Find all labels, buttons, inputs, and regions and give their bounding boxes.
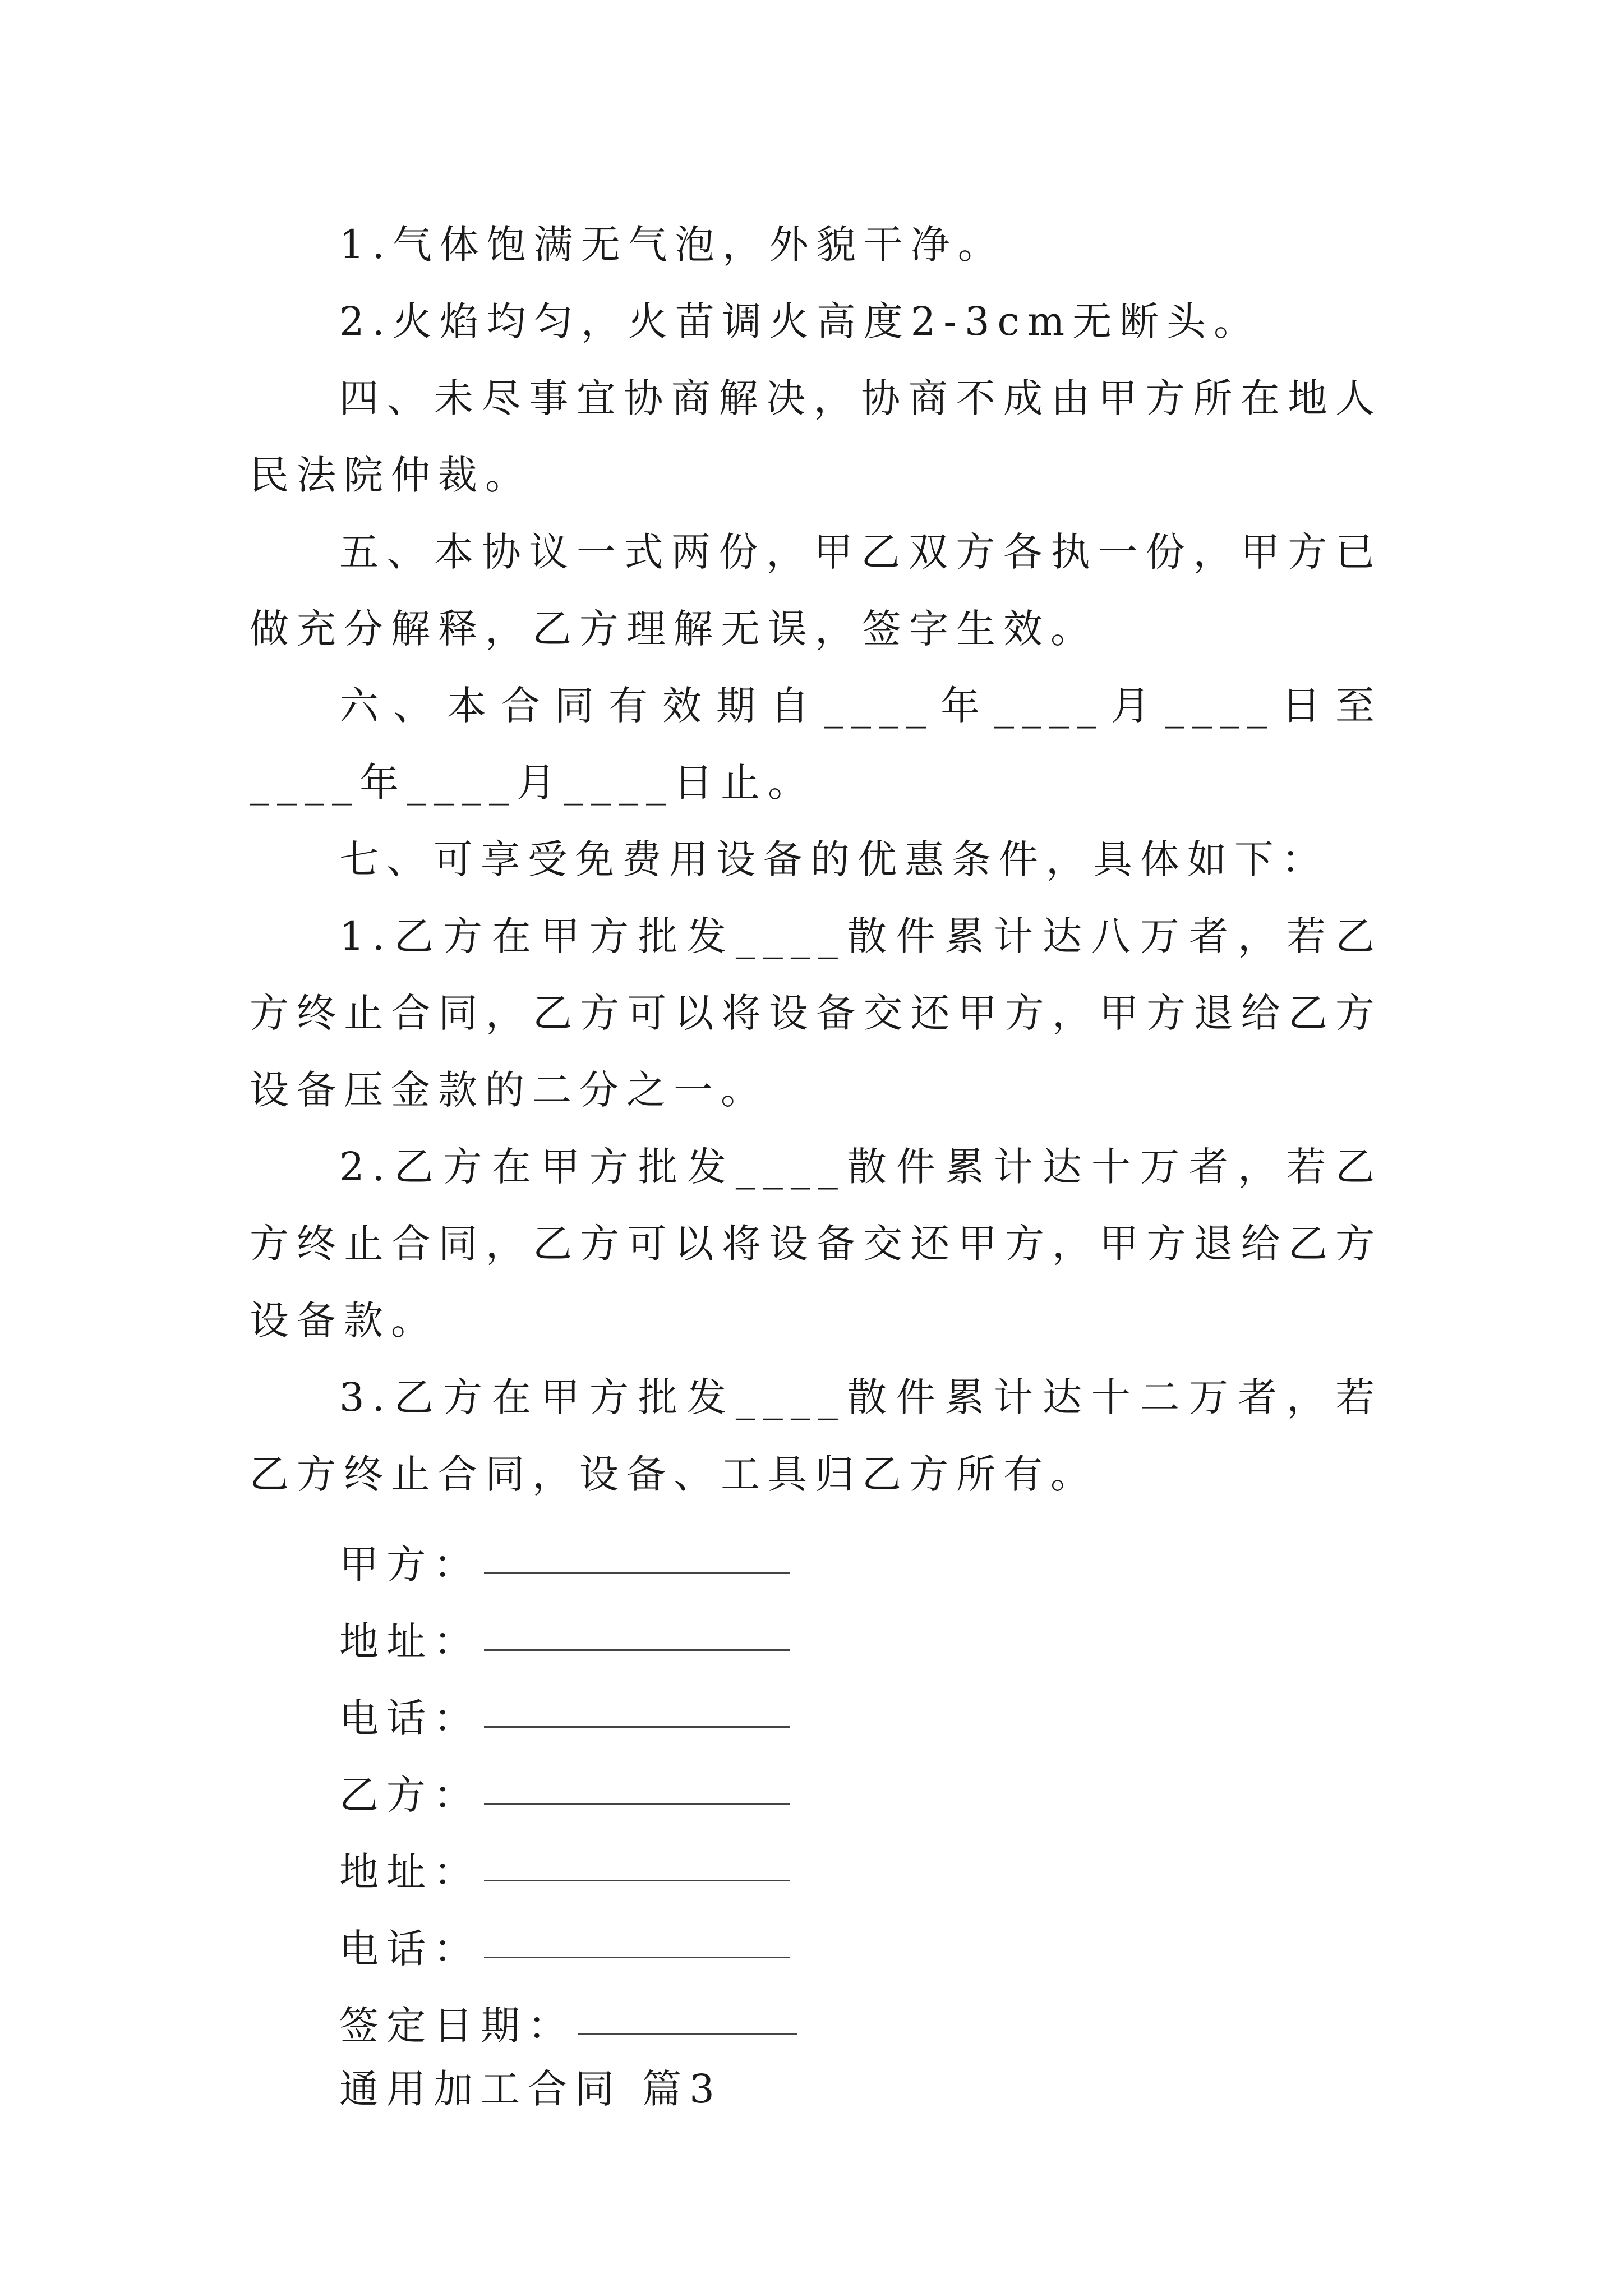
signature-row-address-b — [250, 1820, 1382, 1897]
sign-date-blank-line — [578, 2033, 797, 2035]
signature-block — [250, 1513, 1382, 2051]
signature-row-phone-a — [250, 1667, 1382, 1743]
paragraph: 1.气体饱满无气泡，外貌干净。 — [339, 222, 1005, 268]
paragraph: 3.乙方在甲方批发____散件累计达十二万者，若乙方终止合同，设备、工具归乙方所有。 — [250, 1374, 1382, 1497]
phone-b-blank-line — [484, 1957, 790, 1958]
signature-row-sign-date — [250, 1974, 1382, 2051]
party-a-blank-line — [484, 1572, 790, 1574]
party-a-label: 甲方： — [339, 1542, 481, 1588]
signature-row-phone-b — [250, 1897, 1382, 1974]
party-b-blank-line — [484, 1803, 790, 1805]
paragraph: 2.火焰均匀，火苗调火高度2-3cm无断头。 — [339, 298, 1261, 344]
document-body — [250, 206, 1382, 2128]
phone-b-label: 电话： — [339, 1926, 481, 1972]
signature-row-party-a — [250, 1513, 1382, 1590]
party-b-label: 乙方： — [339, 1772, 481, 1818]
paragraph: 五、本协议一式两份，甲乙双方各执一份，甲方已做充分解释，乙方理解无误，签字生效。 — [250, 529, 1382, 652]
signature-row-party-b — [250, 1743, 1382, 1820]
next-section-title: 通用加工合同 篇3 — [339, 2066, 722, 2112]
sign-date-label: 签定日期： — [339, 2003, 575, 2049]
paragraph: 1.乙方在甲方批发____散件累计达八万者，若乙方终止合同，乙方可以将设备交还甲方，甲方退给乙方设备压金款的二分之一。 — [250, 913, 1382, 1113]
phone-a-label: 电话： — [339, 1695, 481, 1741]
address-b-label: 地址： — [339, 1849, 481, 1895]
paragraph: 四、未尽事宜协商解决，协商不成由甲方所在地人民法院仲裁。 — [250, 375, 1382, 498]
paragraph: 六、本合同有效期自____年____月____日至____年____月____日止。 — [250, 683, 1382, 806]
phone-a-blank-line — [484, 1726, 790, 1728]
paragraph: 2.乙方在甲方批发____散件累计达十万者，若乙方终止合同，乙方可以将设备交还甲方，甲方退给乙方设备款。 — [250, 1144, 1382, 1343]
address-b-blank-line — [484, 1880, 790, 1881]
address-a-label: 地址： — [339, 1618, 481, 1664]
paragraph: 七、可享受免费用设备的优惠条件，具体如下： — [339, 836, 1329, 882]
address-a-blank-line — [484, 1649, 790, 1651]
signature-row-address-a — [250, 1590, 1382, 1667]
